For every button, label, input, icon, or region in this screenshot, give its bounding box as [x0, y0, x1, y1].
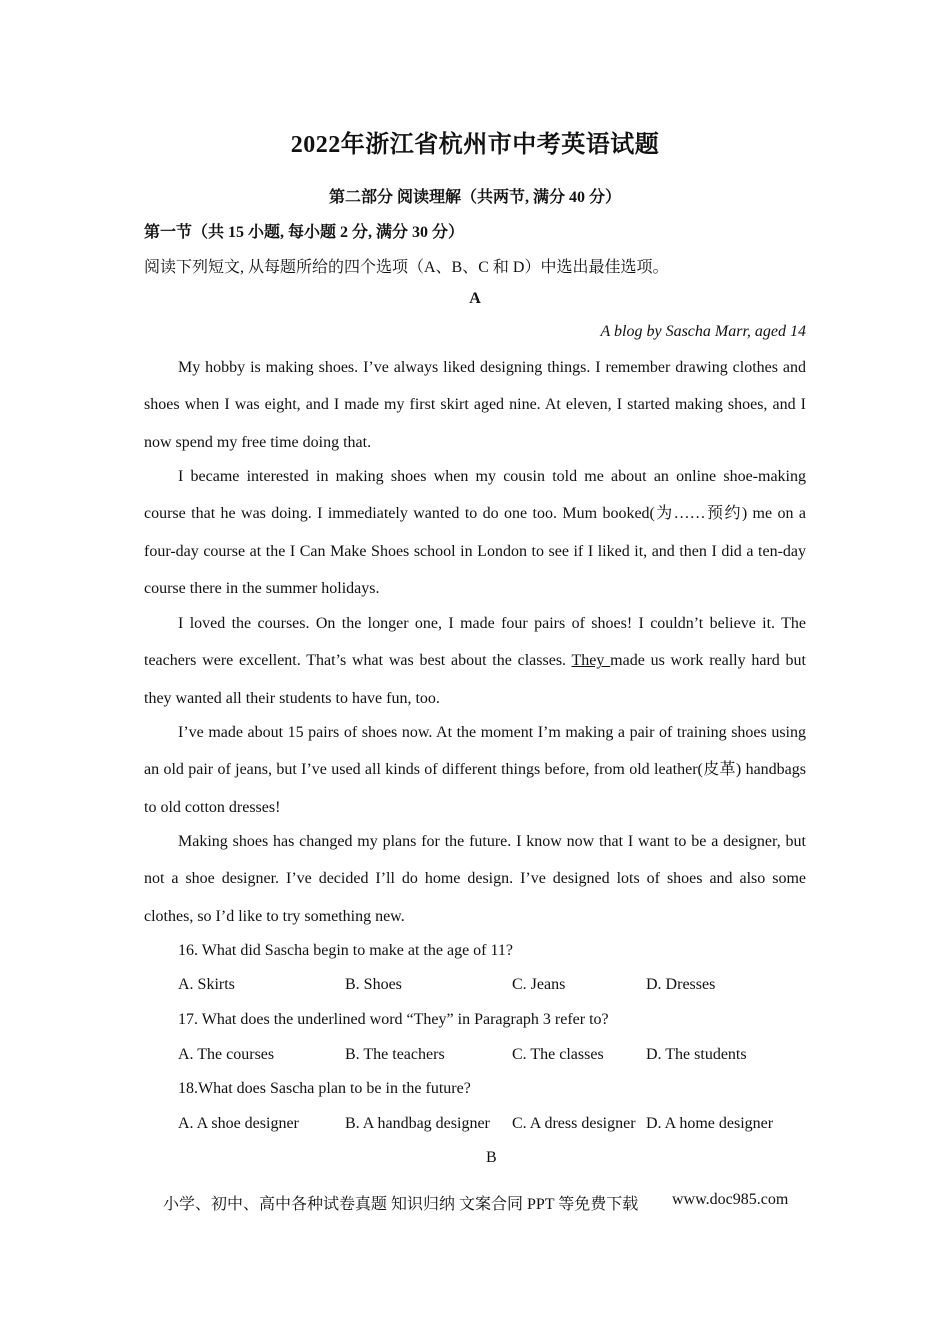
paragraph-1: My hobby is making shoes. I’ve always liked designing things. I remember drawing clothes and shoes when I was eight, and I made my first skirt aged nine. At eleven, I started making shoes, and I now spend my free time doing that.	[144, 359, 806, 451]
option-b: B. A handbag designer	[345, 1115, 490, 1132]
question-18: 18.What does Sascha plan to be in the future?	[178, 1080, 471, 1097]
option-d: D. A home designer	[646, 1115, 774, 1132]
question-18-options	[178, 1115, 818, 1135]
page-title: 2022年浙江省杭州市中考英语试题	[290, 132, 660, 158]
paragraph-4: I’ve made about 15 pairs of shoes now. At the moment I’m making a pair of training shoes using an old pair of jeans, but I’ve used all kinds of different things before, from old leather(皮革) handbags to old cotton dresses!	[144, 724, 806, 816]
section-label: 第一节（共 15 小题, 每小题 2 分, 满分 30 分）	[144, 224, 465, 241]
option-c: C. The classes	[512, 1046, 604, 1063]
footer-text: 小学、初中、高中各种试卷真题 知识归纳 文案合同 PPT 等免费下载	[163, 1196, 639, 1213]
passage-b-label: B	[486, 1149, 497, 1166]
underlined-word-they: They	[571, 652, 611, 670]
option-a: A. A shoe designer	[178, 1115, 299, 1132]
option-b: B. Shoes	[345, 976, 402, 993]
option-a: A. Skirts	[178, 976, 235, 993]
question-16-options	[178, 976, 818, 996]
footer-url: www.doc985.com	[672, 1191, 789, 1208]
passage-a-label: A	[469, 290, 481, 307]
question-17: 17. What does the underlined word “They” in Paragraph 3 refer to?	[178, 1011, 609, 1028]
question-16: 16. What did Sascha begin to make at the age of 11?	[178, 942, 514, 959]
paragraph-2: I became interested in making shoes when my cousin told me about an online shoe-making course that he was doing. I immediately wanted to do one too. Mum booked(为……预约) me on a four-day course at the I Can Make Shoes school in London to see if I liked it, and then I did a ten-day course there in the summer holidays.	[144, 468, 806, 597]
question-17-options	[178, 1046, 818, 1066]
paragraph-3-after: made us work really hard but they wanted all their students to have fun, too.	[144, 652, 806, 707]
instructions: 阅读下列短文, 从每题所给的四个选项（A、B、C 和 D）中选出最佳选项。	[144, 259, 669, 276]
part-subtitle: 第二部分 阅读理解（共两节, 满分 40 分）	[328, 189, 621, 206]
passage-byline: A blog by Sascha Marr, aged 14	[600, 323, 806, 340]
option-a: A. The courses	[178, 1046, 275, 1063]
option-c: C. A dress designer	[512, 1115, 636, 1132]
paragraph-5: Making shoes has changed my plans for the future. I know now that I want to be a designer, but not a shoe designer. I’ve decided I’ll do home design. I’ve designed lots of shoes and also some clothes, so I’d like to try something new.	[144, 833, 806, 925]
option-c: C. Jeans	[512, 976, 566, 993]
option-b: B. The teachers	[345, 1046, 445, 1063]
paragraph-3-before: I loved the courses. On the longer one, I made four pairs of shoes! I couldn’t believe it. The teachers were excellent. That’s what was best about the classes.	[144, 615, 806, 670]
paragraph-3	[144, 605, 806, 717]
option-d: D. Dresses	[646, 976, 716, 993]
option-d: D. The students	[646, 1046, 747, 1063]
